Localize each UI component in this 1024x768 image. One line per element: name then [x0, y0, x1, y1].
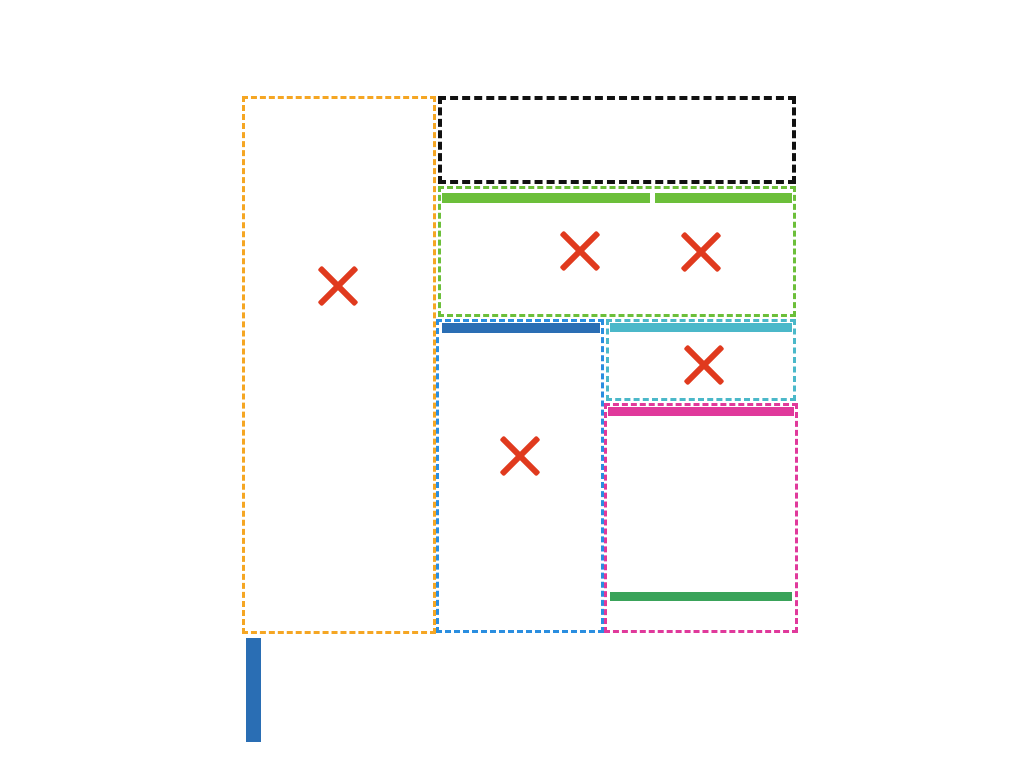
bills-saving-text — [803, 479, 1021, 493]
section-key-text — [8, 43, 234, 57]
tracked-x-mark-weekly — [316, 264, 360, 308]
tracked-x-mark-dailies — [558, 229, 602, 273]
savings-header — [610, 592, 792, 601]
weekly-roll-panel — [242, 96, 436, 634]
bills-header — [608, 407, 794, 416]
tracked-x-mark-todo — [498, 434, 542, 478]
calendar-panel — [438, 96, 796, 184]
chores-text — [803, 212, 1021, 226]
chores-panel — [438, 186, 796, 317]
dailies-header — [442, 193, 650, 203]
hydration-header — [610, 323, 792, 332]
notes-sidebar — [246, 638, 261, 742]
weeklies-header — [655, 193, 792, 203]
weekly-roll-text — [8, 170, 236, 184]
todo-header — [442, 323, 600, 333]
tracked-x-mark-hydration — [682, 343, 726, 387]
tracked-x-mark-weeklies — [679, 230, 723, 274]
